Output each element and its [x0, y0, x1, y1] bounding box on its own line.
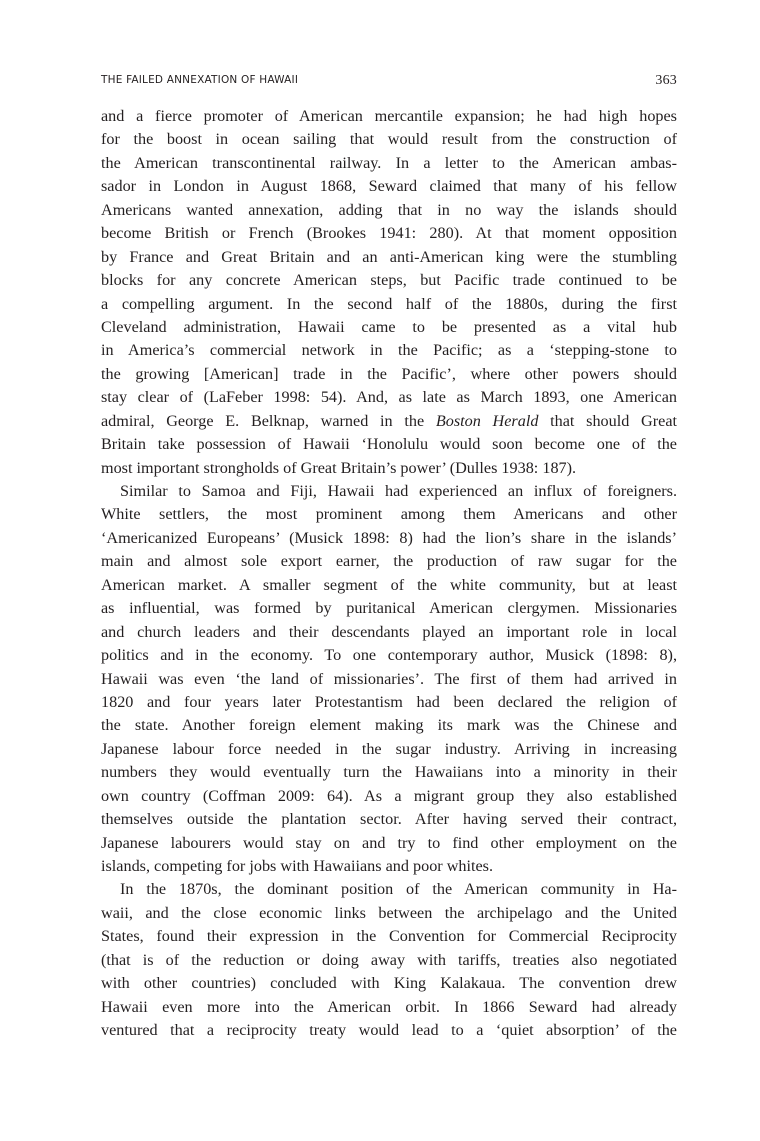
- text-line: States, found their expression in the Convention for Commercial Reciprocity: [101, 927, 677, 946]
- body-text: [101, 105, 677, 1043]
- text-line: ‘Americanized Europeans’ (Musick 1898: 8) had the lion’s share in the islands’: [101, 528, 677, 547]
- text-line: the growing [American] trade in the Pacific’, where other powers should: [101, 364, 677, 383]
- text-line: a compelling argument. In the second half of the 1880s, during the first: [101, 294, 677, 313]
- text-line: stay clear of (LaFeber 1998: 54). And, as late as March 1893, one American: [101, 388, 677, 407]
- text-line: the state. Another foreign element making its mark was the Chinese and: [101, 716, 677, 735]
- text-line: numbers they would eventually turn the Hawaiians into a minority in their: [101, 763, 677, 782]
- text-line: sador in London in August 1868, Seward claimed that many of his fellow: [101, 177, 677, 196]
- text-line: American market. A smaller segment of the white community, but at least: [101, 575, 677, 594]
- text-line: as influential, was formed by puritanical American clergymen. Missionaries: [101, 599, 677, 618]
- text-line: the American transcontinental railway. In a letter to the American ambas-: [101, 153, 677, 172]
- text-line: (that is of the reduction or doing away with tariffs, treaties also negotiated: [101, 950, 677, 969]
- running-title: THE FAILED ANNEXATION OF HAWAII: [101, 74, 299, 86]
- text-line: Cleveland administration, Hawaii came to be presented as a vital hub: [101, 317, 677, 336]
- text-line: 1820 and four years later Protestantism had been declared the religion of: [101, 692, 677, 711]
- text-line: Americans wanted annexation, adding that in no way the islands should: [101, 200, 677, 219]
- text-segment: admiral, George E. Belknap, warned in the: [101, 411, 436, 430]
- paragraph: [101, 480, 677, 878]
- paragraph: [101, 105, 677, 480]
- text-line: by France and Great Britain and an anti-American king were the stumbling: [101, 247, 677, 266]
- text-line: themselves outside the plantation sector. After having served their contract,: [101, 810, 677, 829]
- text-line: with other countries) concluded with King Kalakaua. The convention drew: [101, 974, 677, 993]
- text-line: Similar to Samoa and Fiji, Hawaii had experienced an influx of foreigners.: [120, 482, 677, 500]
- text-line: most important strongholds of Great Britain’s power’ (Dulles 1938: 187).: [101, 458, 577, 477]
- running-header: [101, 74, 677, 92]
- italic-title: Boston Herald: [435, 411, 539, 430]
- text-line: Japanese labourers would stay on and try to find other employment on the: [101, 833, 677, 852]
- text-line: politics and in the economy. To one contemporary author, Musick (1898: 8),: [101, 646, 677, 665]
- text-line: and a fierce promoter of American mercantile expansion; he had high hopes: [101, 107, 677, 125]
- text-line: Japanese labour force needed in the sugar industry. Arriving in increasing: [101, 739, 677, 758]
- paragraph: [101, 878, 677, 1042]
- text-line: In the 1870s, the dominant position of the American community in Ha-: [120, 880, 677, 899]
- text-line: [101, 410, 677, 433]
- text-segment: that should Great: [538, 411, 677, 430]
- text-line: in America’s commercial network in the Pacific; as a ‘stepping-stone to: [101, 341, 677, 360]
- text-line: for the boost in ocean sailing that would result from the construction of: [101, 130, 677, 149]
- text-line: and church leaders and their descendants played an important role in local: [101, 622, 677, 641]
- text-line: main and almost sole export earner, the production of raw sugar for the: [101, 552, 677, 571]
- text-line: own country (Coffman 2009: 64). As a migrant group they also established: [101, 786, 677, 805]
- text-line: Hawaii was even ‘the land of missionaries’. The first of them had arrived in: [101, 669, 677, 688]
- text-line: blocks for any concrete American steps, but Pacific trade continued to be: [101, 271, 677, 290]
- text-line: Hawaii even more into the American orbit. In 1866 Seward had already: [101, 997, 677, 1016]
- text-line: Britain take possession of Hawaii ‘Honolulu would soon become one of the: [101, 435, 677, 454]
- text-line: islands, competing for jobs with Hawaiians and poor whites.: [101, 857, 494, 875]
- page-number: 363: [655, 73, 677, 88]
- text-line: become British or French (Brookes 1941: 280). At that moment opposition: [101, 224, 677, 243]
- text-line: waii, and the close economic links between the archipelago and the United: [101, 903, 677, 922]
- text-line: ventured that a reciprocity treaty would lead to a ‘quiet absorption’ of the: [101, 1021, 677, 1040]
- text-line: White settlers, the most prominent among them Americans and other: [101, 505, 677, 524]
